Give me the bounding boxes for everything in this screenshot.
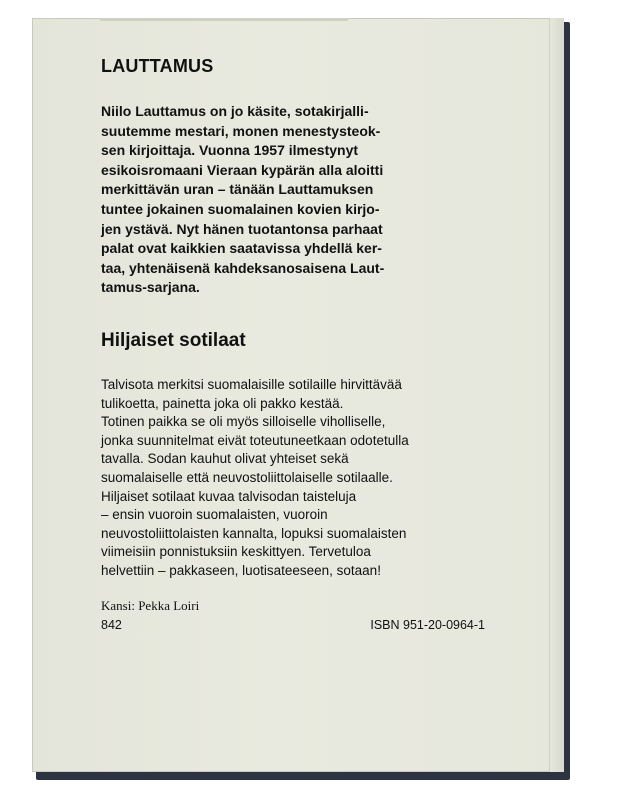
description-line: helvettiin – pakkaseen, luotisateeseen, sotaan!: [101, 562, 381, 578]
bio-line: taa, yhtenäisenä kahdeksanosaisena Laut-: [101, 259, 385, 276]
bio-line: esikoisromaani Vieraan kypärän alla aloitti: [101, 161, 384, 178]
author-heading: LAUTTAMUS: [101, 56, 214, 76]
description-line: Hiljaiset sotilaat kuvaa talvisodan taisteluja: [101, 488, 357, 504]
description-line: tulikoetta, painetta joka oli pakko kestää.: [101, 395, 344, 411]
description-line: tavalla. Sodan kauhut olivat yhteiset sekä: [101, 451, 349, 467]
cover-text-block: [101, 42, 501, 614]
description-line: jonka suunnitelmat eivät toteutuneetkaan odotetulla: [101, 432, 409, 448]
isbn: ISBN 951-20-0964-1: [370, 618, 485, 632]
bio-line: tamus-sarjana.: [101, 279, 200, 296]
author-bio: [101, 102, 501, 298]
catalog-number: 842: [101, 618, 122, 632]
bio-line: palat ovat kaikkien saatavissa yhdellä ker-: [101, 240, 382, 257]
description-line: Talvisota merkitsi suomalaisille sotilaille hirvittävää: [101, 376, 402, 392]
cover-top-stripe: [100, 18, 348, 21]
description-line: viimeisiin ponnistuksiin keskittyen. Tervetuloa: [101, 544, 371, 560]
cover-credit: Kansi: Pekka Loiri: [101, 598, 200, 614]
bio-line: Niilo Lauttamus on jo käsite, sotakirjalli-: [101, 103, 369, 119]
cover-footer: [101, 618, 485, 632]
bio-line: sen kirjoittaja. Vuonna 1957 ilmestynyt: [101, 142, 359, 159]
bio-line: suutemme mestari, monen menestysteok-: [101, 122, 381, 139]
bio-line: jen ystävä. Nyt hänen tuotantonsa parhaat: [101, 220, 383, 237]
description-line: suomalaiselle että neuvostoliittolaiselle sotilaalle.: [101, 469, 393, 485]
bio-line: merkittävän uran – tänään Lauttamuksen: [101, 181, 374, 198]
book-description: [101, 376, 501, 581]
bio-line: tuntee jokainen suomalainen kovien kirjo-: [101, 200, 380, 217]
description-line: Totinen paikka se oli myös silloiselle viholliselle,: [101, 414, 386, 430]
book-title: Hiljaiset sotilaat: [101, 329, 246, 351]
description-line: – ensin vuoroin suomalaisten, vuoroin: [101, 507, 328, 523]
spine-edge: [549, 18, 564, 772]
description-line: neuvostoliittolaisten kannalta, lopuksi suomalaisten: [101, 525, 407, 541]
